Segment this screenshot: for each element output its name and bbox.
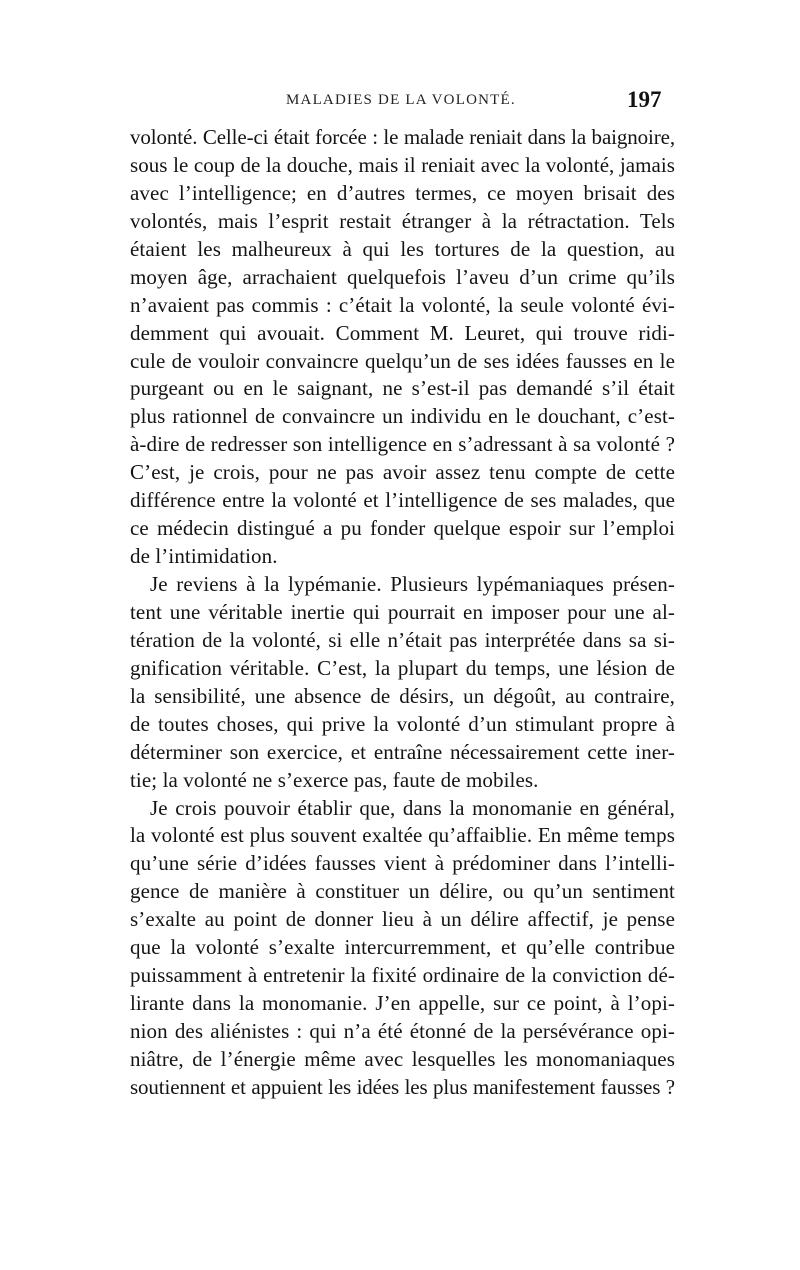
text-line: cule de vouloir convaincre quelqu’un de ses idées fausses en le [130,348,675,373]
text-line: n’avaient pas commis : c’était la volonté, la seule volonté évi- [130,292,675,317]
text-line: tie; la volonté ne s’exerce pas, faute de mobiles. [130,767,539,792]
text-line: tent une véritable inertie qui pourrait en imposer pour une al- [130,599,675,624]
text-line: s’exalte au point de donner lieu à un délire affectif, je pense [130,907,675,932]
text-line: volontés, mais l’esprit restait étranger à la rétractation. Tels [130,208,675,233]
page-number: 197 [627,87,662,112]
text-line: qu’une série d’idées fausses vient à prédominer dans l’intelli- [130,851,675,876]
text-line: soutiennent et appuient les idées les plus manifestement fausses ? [130,1074,675,1099]
running-head: MALADIES DE LA VOLONTÉ. [286,92,516,108]
text-line: volonté. Celle-ci était forcée : le malade reniait dans la baignoire, [130,125,675,149]
text-line: tération de la volonté, si elle n’était pas interprétée dans sa si- [130,627,675,652]
text-line: plus rationnel de convaincre un individu en le douchant, c’est- [130,404,675,429]
text-line: gnification véritable. C’est, la plupart du temps, une lésion de [130,655,675,680]
text-line: moyen âge, arrachaient quelquefois l’aveu d’un crime qu’ils [130,264,675,289]
text-line: niâtre, de l’énergie même avec lesquelles les monomaniaques [130,1046,675,1071]
text-line: puissamment à entretenir la fixité ordinaire de la conviction dé- [130,963,675,988]
text-line: lirante dans la monomanie. J’en appelle, sur ce point, à l’opi- [130,991,675,1016]
text-line: que la volonté s’exalte intercurremment, et qu’elle contribue [130,935,675,960]
text-line: Je crois pouvoir établir que, dans la monomanie en général, [150,795,675,820]
text-line: Je reviens à la lypémanie. Plusieurs lypémaniaques présen- [150,572,675,596]
text-line: à-dire de redresser son intelligence en s’adressant à sa volonté ? [130,432,675,457]
text-line: de toutes choses, qui prive la volonté d’un stimulant propre à [130,711,675,736]
text-line: déterminer son exercice, et entraîne nécessairement cette iner- [130,739,675,764]
body-text [130,124,675,1102]
text-line: de l’intimidation. [130,544,278,569]
text-line: sous le coup de la douche, mais il reniait avec la volonté, jamais [130,152,675,177]
text-line: étaient les malheureux à qui les tortures de la question, au [130,236,675,261]
text-line: la volonté est plus souvent exaltée qu’affaiblie. En même temps [130,823,675,848]
text-line: la sensibilité, une absence de désirs, un dégoût, au contraire, [130,683,675,708]
text-line: C’est, je crois, pour ne pas avoir assez tenu compte de cette [130,460,675,485]
text-line: ce médecin distingué a pu fonder quelque espoir sur l’emploi [130,516,675,541]
text-line: purgeant ou en le saignant, ne s’est-il pas demandé s’il était [130,376,675,401]
text-line: différence entre la volonté et l’intelligence de ses malades, que [130,488,675,513]
text-line: gence de manière à constituer un délire, ou qu’un sentiment [130,879,675,904]
text-line: nion des aliénistes : qui n’a été étonné de la persévérance opi- [130,1019,675,1043]
text-line: demment qui avouait. Comment M. Leuret, qui trouve ridi- [130,320,675,345]
text-line: avec l’intelligence; en d’autres termes, ce moyen brisait des [130,180,675,205]
